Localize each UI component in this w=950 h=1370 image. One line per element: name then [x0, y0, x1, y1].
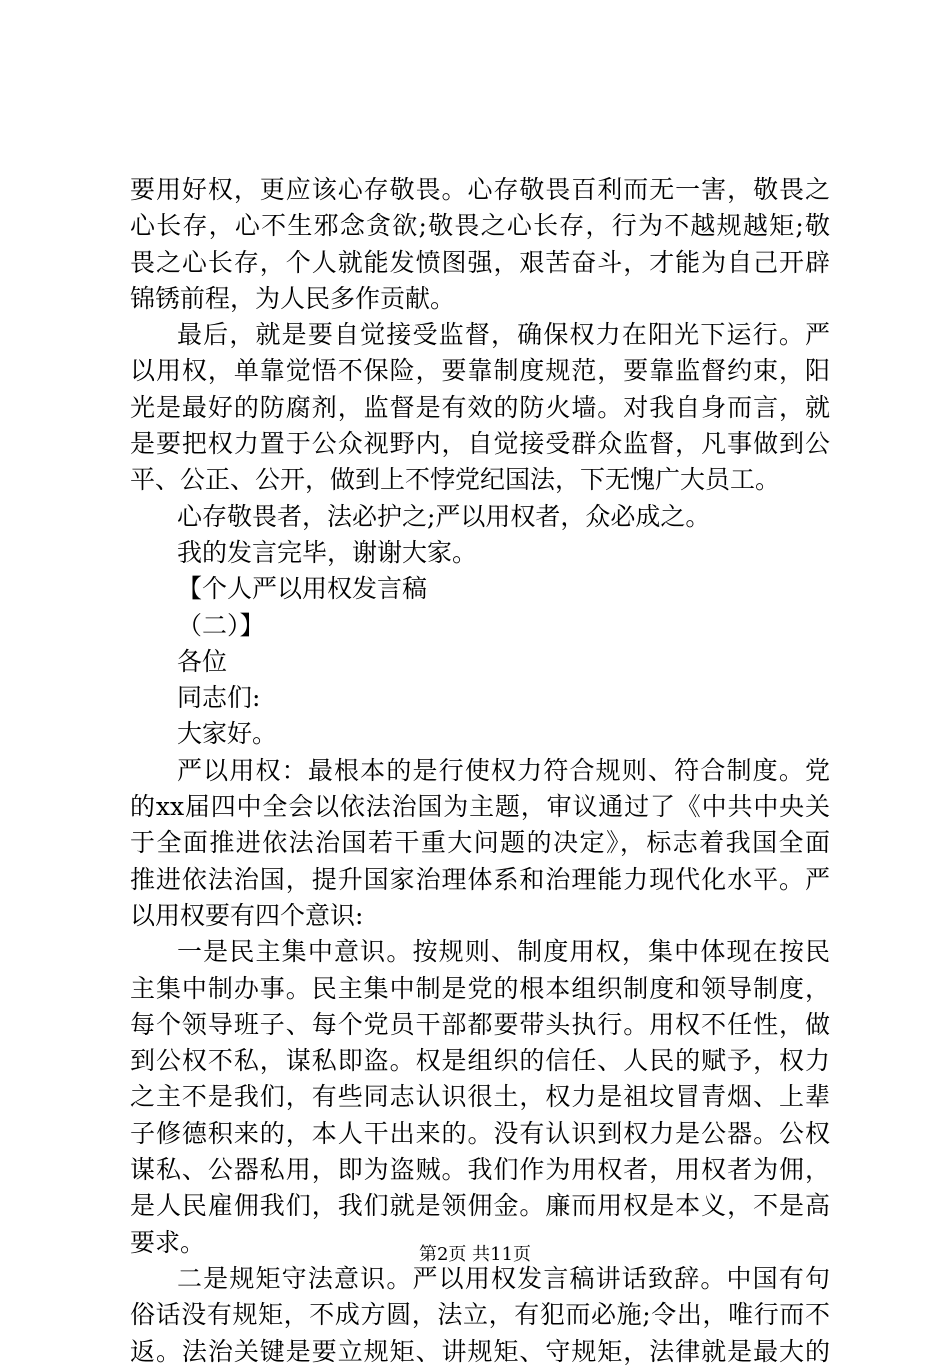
paragraph-first-line: 严以用权：最根本的是行使权力符合规则、符合制度。党 [177, 755, 830, 785]
text-line: 的xx届四中全会以依法治国为主题，审议通过了《中共中央关 [130, 792, 830, 822]
text-line: 俗话没有规矩，不成方圆，法立，有犯而必施;令出，唯行而不 [130, 1300, 830, 1330]
section-heading: （二）】 [177, 610, 265, 640]
paragraph-first-line: 心存敬畏者，法必护之;严以用权者，众必成之。 [177, 501, 711, 531]
text-line: 以用权，单靠觉悟不保险，要靠制度规范，要靠监督约束，阳 [130, 356, 830, 386]
text-line: 子修德积来的，本人干出来的。没有认识到权力是公器。公权 [130, 1118, 830, 1148]
paragraph-first-line: 二是规矩守法意识。严以用权发言稿讲话致辞。中国有句 [177, 1263, 830, 1293]
salutation: 各位 [177, 646, 228, 676]
page-number-footer: 第2页 共11页 [418, 1244, 532, 1265]
salutation: 同志们: [177, 683, 261, 713]
text-line: 之主不是我们，有些同志认识很土，权力是祖坟冒青烟、上辈 [130, 1082, 830, 1112]
text-line: 平、公正、公开，做到上不悖党纪国法，下无愧广大员工。 [130, 465, 781, 495]
section-heading: 【个人严以用权发言稿 [177, 574, 428, 604]
greeting: 大家好。 [177, 719, 278, 749]
text-line: 是人民雇佣我们，我们就是领佣金。廉而用权是本义，不是高 [130, 1191, 830, 1221]
paragraph-first-line: 我的发言完毕，谢谢大家。 [177, 537, 478, 567]
text-line: 主集中制办事。民主集中制是党的根本组织制度和领导制度， [130, 973, 830, 1003]
text-line: 推进依法治国，提升国家治理体系和治理能力现代化水平。严 [130, 864, 830, 894]
text-line: 是要把权力置于公众视野内，自觉接受群众监督，凡事做到公 [130, 429, 830, 459]
text-line: 于全面推进依法治国若干重大问题的决定》，标志着我国全面 [130, 828, 830, 858]
paragraph-first-line: 一是民主集中意识。按规则、制度用权，集中体现在按民 [177, 937, 830, 967]
text-line: 谋私、公器私用，即为盗贼。我们作为用权者，用权者为佣， [130, 1155, 830, 1185]
text-line: 每个领导班子、每个党员干部都要带头执行。用权不任性，做 [130, 1009, 830, 1039]
text-line: 返。法治关键是要立规矩、讲规矩、守规矩，法律就是最大的 [130, 1336, 830, 1366]
text-line: 要求。 [130, 1227, 206, 1257]
text-line: 到公权不私，谋私即盗。权是组织的信任、人民的赋予，权力 [130, 1046, 830, 1076]
text-line: 要用好权，更应该心存敬畏。心存敬畏百利而无一害，敬畏之 [130, 175, 830, 204]
paragraph-first-line: 最后，就是要自觉接受监督，确保权力在阳光下运行。严 [177, 320, 830, 350]
document-body [130, 172, 830, 1370]
text-line: 畏之心长存，个人就能发愤图强，艰苦奋斗，才能为自己开辟 [130, 247, 830, 277]
text-line: 光是最好的防腐剂，监督是有效的防火墙。对我自身而言，就 [130, 392, 830, 422]
text-line: 心长存，心不生邪念贪欲;敬畏之心长存，行为不越规越矩;敬 [130, 211, 830, 241]
text-line: 锦锈前程，为人民多作贡献。 [130, 283, 456, 313]
text-line: 以用权要有四个意识: [130, 900, 364, 930]
